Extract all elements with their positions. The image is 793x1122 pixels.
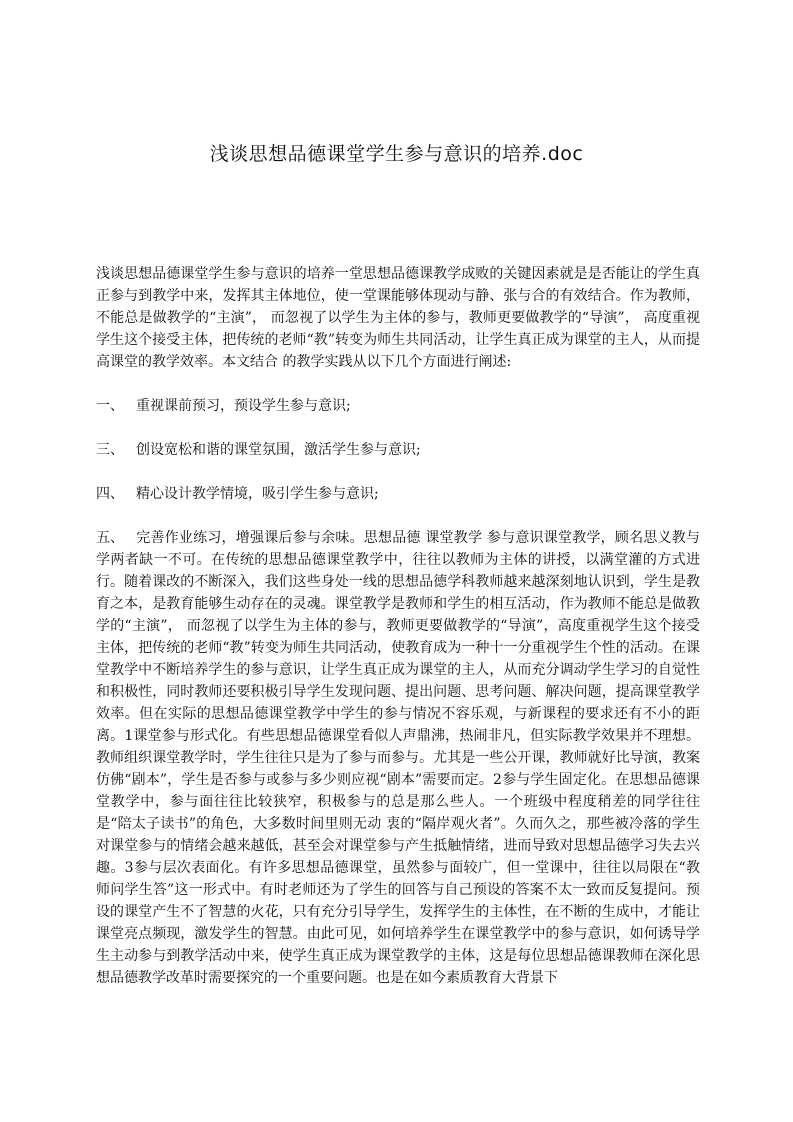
list-item-text: 重视课前预习，预设学生参与意识; [136, 398, 351, 414]
list-item-text: 精心设计教学情境，吸引学生参与意识; [136, 486, 379, 502]
paragraph-gap [96, 417, 700, 439]
list-item-number: 四、 [96, 486, 124, 502]
document-title: 浅谈思想品德课堂学生参与意识的培养.doc [209, 143, 584, 165]
list-item [96, 395, 700, 417]
list-item-number: 三、 [96, 442, 124, 458]
body-text: 完善作业练习，增强课后参与余味。思想品德 课堂教学 参与意识课堂教学，顾名思义教与学两者缺一不可。在传统的思想品德课堂教学中，往往以教师为主体的讲授，以满堂灌的方式进行。随着课改的不断深入，我们这些身处一线的思想品德学科教师越来越深刻地认识到，学生是教育之本，是教育能够生动存在的灵魂。课堂教学是教师和学生的相互活动，作为教师不能总是做教学的“主演”， 而忽视了以学生为主体的参与，教师更要做教学的“导演”，高度重视学生这个接受主体，把传统的老师“教”转变为师生共同活动，使教育成为一种十一分重视学生个性的活动。在课堂教学中不断培养学生的参与意识，让学生真正成为课堂的主人，从而充分调动学生学习的自觉性和积极性，同时教师还要积极引导学生发现问题、提出问题、思考问题、解决问题，提高课堂教学效率。但在实际的思想品德课堂教学中学生的参与情况不容乐观，与新课程的要求还有不小的距离。1课堂参与形式化。有些思想品德课堂看似人声鼎沸，热闹非凡，但实际教学效果并不理想。教师组织课堂教学时，学生往往只是为了参与而参与。尤其是一些公开课，教师就好比导演，教案仿佛“剧本”，学生是否参与或参与多少则应视“剧本”需要而定。2参与学生固定化。在思想品德课堂教学中，参与面往往比较狭窄，积极参与的总是那么些人。一个班级中程度稍差的同学往往是“陪太子读书”的角色，大多数时间里则无动 衷的“隔岸观火者”。久而久之，那些被冷落的学生对课堂参与的情绪会越来越低，甚至会对课堂参与产生抵触情绪，进而导致对思想品德学习失去兴趣。3参与层次表面化。有许多思想品德课堂，虽然参与面较广，但一堂课中，往往以局限在“教师问学生答”这一形式中。有时老师还为了学生的回答与自己预设的答案不太一致而反复提问。预设的课堂产生不了智慧的火花，只有充分引导学生，发挥学生的主体性，在不断的生成中，才能让课堂亮点频现，激发学生的智慧。由此可见，如何培养学生在课堂教学中的参与意识，如何诱导学生主动参与到教学活动中来，使学生真正成为课堂教学的主体，这是每位思想品德课教师在深化思想品德教学改革时需要探究的一个重要问题。也是在如今素质教育大背景下 [96, 530, 700, 986]
list-item-text: 创设宽松和谐的课堂氛围，激活学生参与意识; [136, 442, 421, 458]
list-item-number: 五、 [96, 530, 124, 546]
intro-paragraph: 浅谈思想品德课堂学生参与意识的培养一堂思想品德课教学成败的关键因素就是是否能让的学生真正参与到教学中来，发挥其主体地位，使一堂课能够体现动与静、张与合的有效结合。作为教师，不能总是做教学的“主演”， 而忽视了以学生为主体的参与，教师更要做教学的“导演”， 高度重视学生这个接受主体，把传统的老师“教”转变为师生共同活动，让学生真正成为课堂的主人，从而提高课堂的教学效率。本文结合 的教学实践从以下几个方面进行阐述: [96, 266, 700, 370]
body-paragraph [96, 527, 700, 989]
list-item-number: 一、 [96, 398, 124, 414]
paragraph-gap [96, 373, 700, 395]
paragraph-gap [96, 505, 700, 527]
paragraph-gap [96, 461, 700, 483]
list-item [96, 439, 700, 461]
document-body [96, 263, 700, 989]
list-item [96, 483, 700, 505]
